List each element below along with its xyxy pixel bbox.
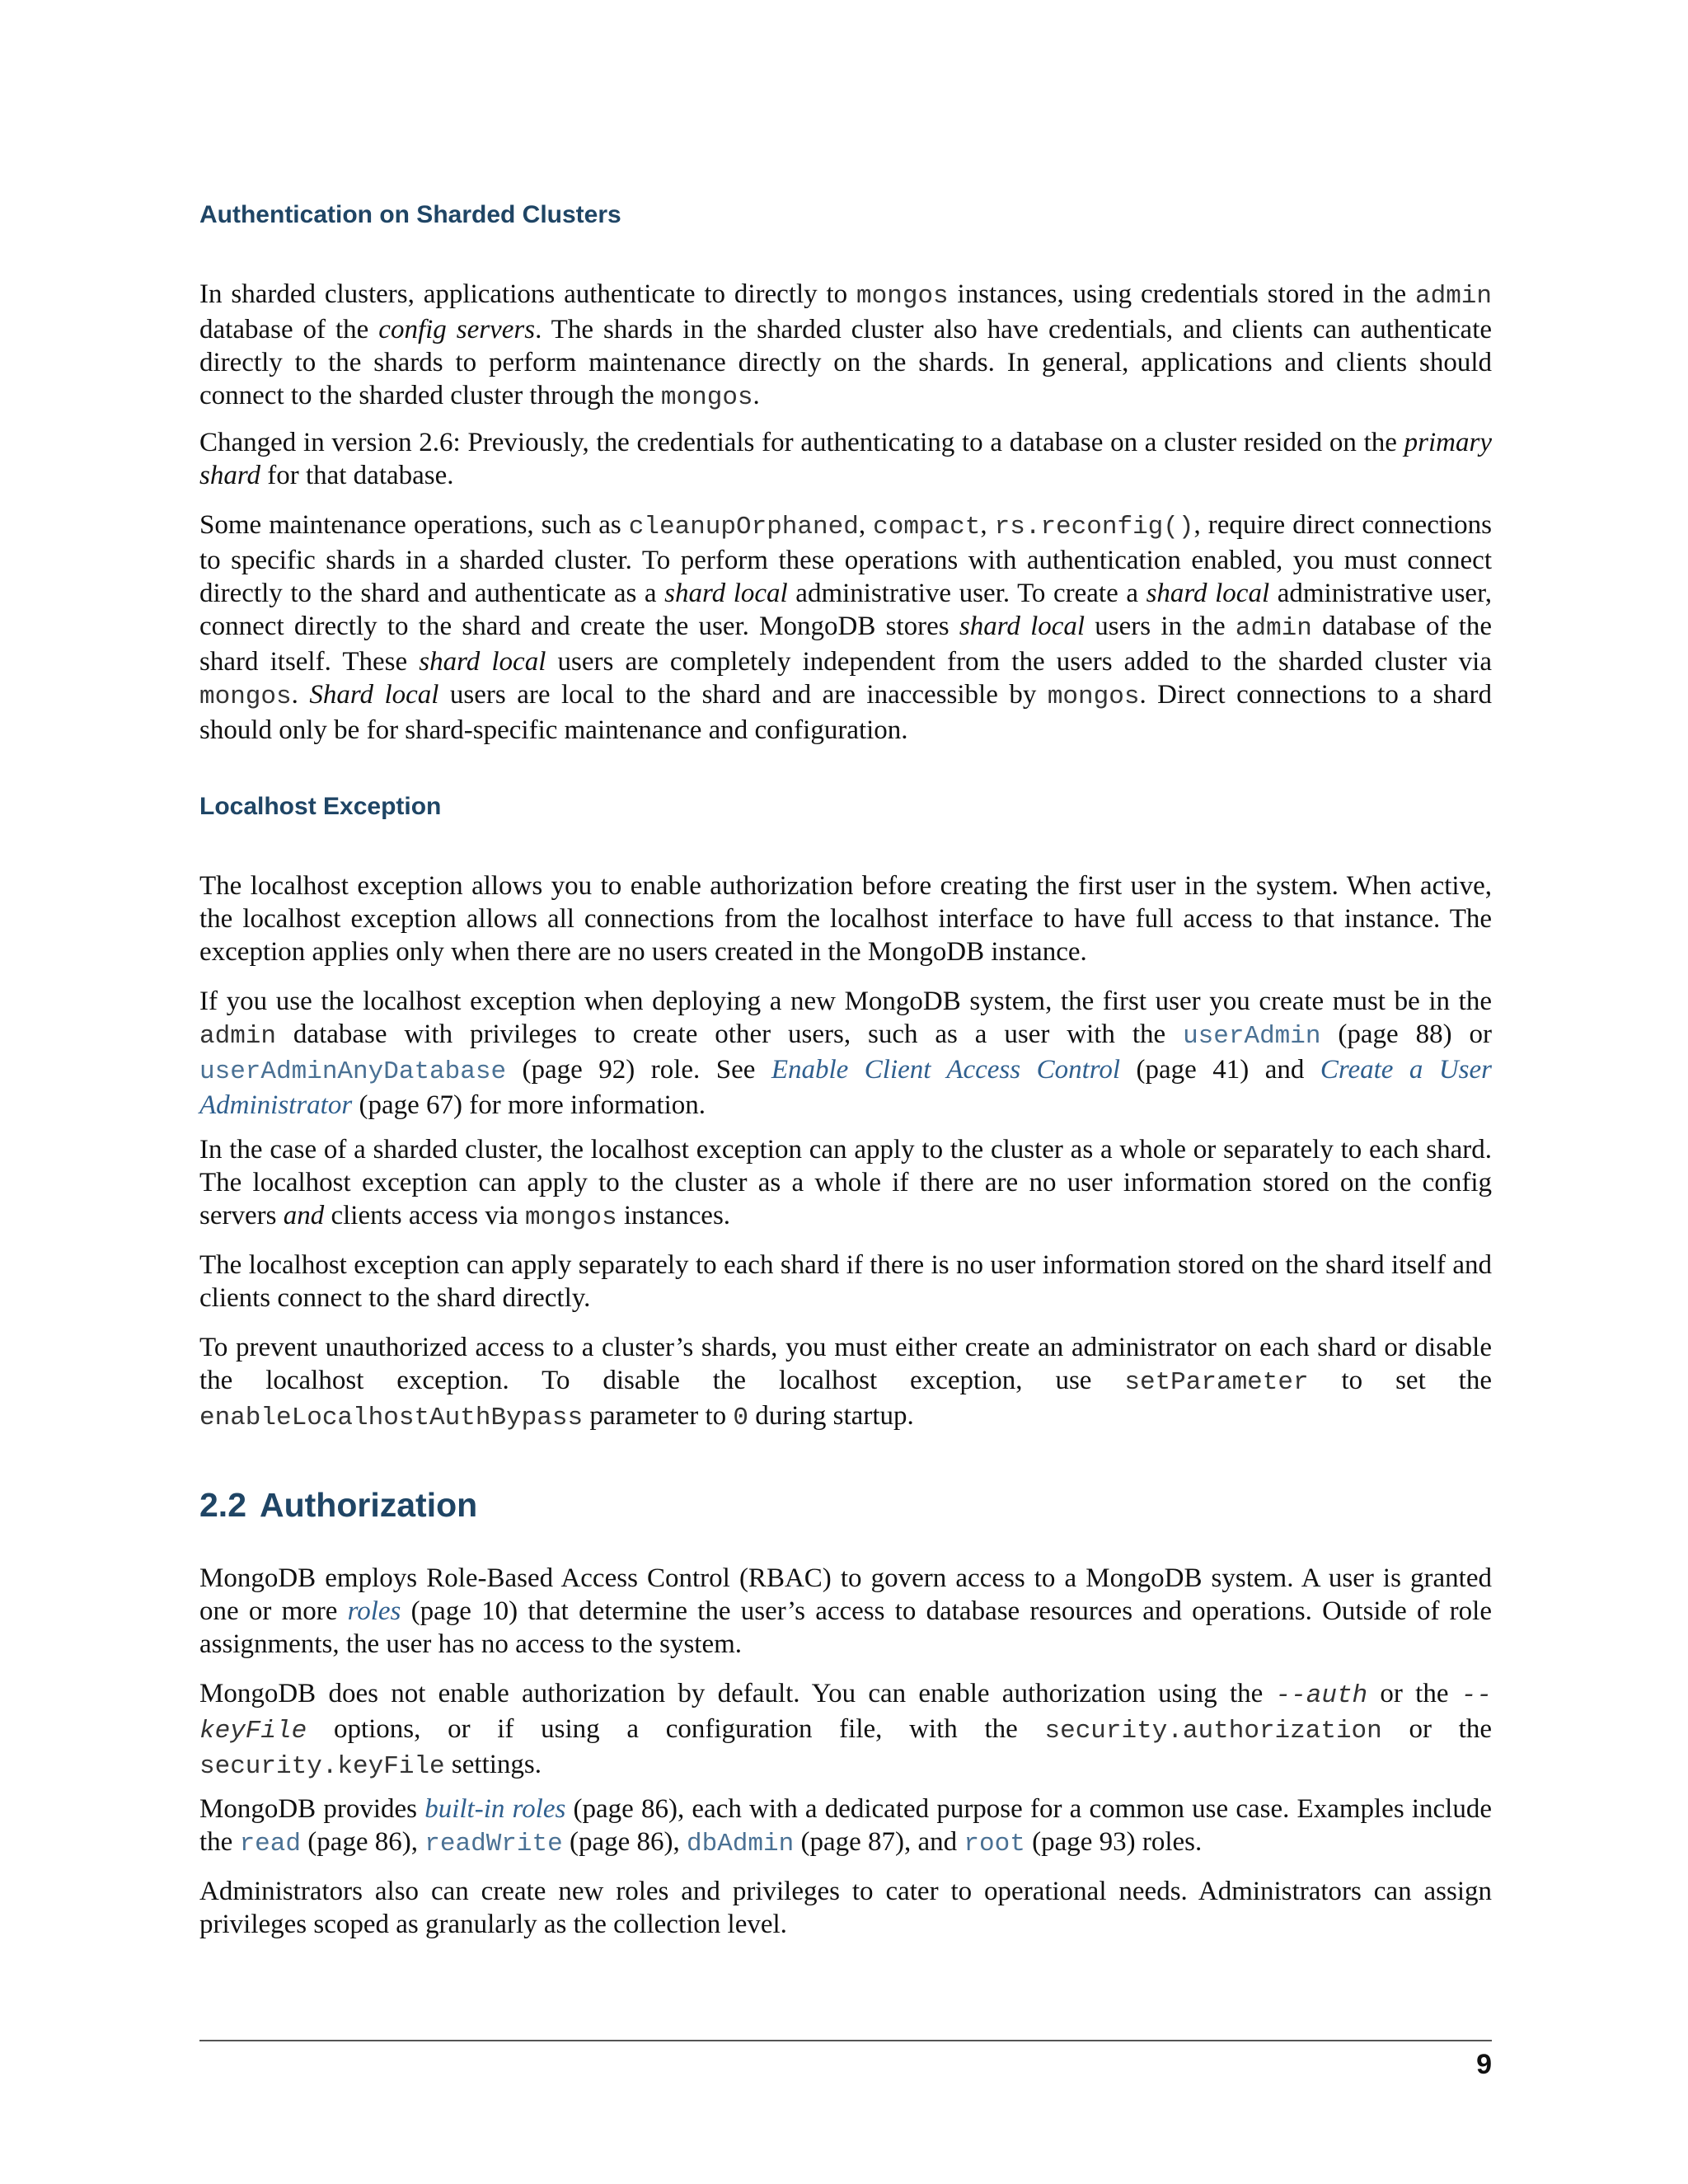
paragraph-sharded-2: Changed in version 2.6: Previously, the credentials for authenticating to a database on a cluster resided on the primary shard for that database. [199,428,1492,490]
paragraph-sharded-1: In sharded clusters, applications authenticate to directly to mongos instances, using credentials stored in the admin database of the config servers. The shards in the sharded cluster also have credentials, and clients can authenticate directly to the shards to perform maintenance directly on the shards. In general, applications and clients should connect to the sharded cluster through the mongos. [199,279,1493,412]
link-root[interactable]: root [964,1830,1025,1858]
section-title: Authorization [260,1486,478,1524]
emphasis: shard local [959,612,1085,641]
heading-localhost-exception: Localhost Exception [199,793,442,820]
inline-code: --keyFile [199,1681,1492,1746]
emphasis: shard local [664,579,788,608]
inline-code: mongos [524,1203,617,1232]
paragraph-localhost-2: If you use the localhost exception when deploying a new MongoDB system, the first user you create must be in the admin database with privileges to create other users, such as a user with the userAdmin (page 88) or userAdminAnyDatabase (page 92) role. See Enable Client Access Control (page 41) and Create a User Administrator (page 67) for more information. [199,987,1493,1120]
link-useradmin[interactable]: userAdmin [1183,1022,1321,1051]
paragraph-localhost-3: In the case of a sharded cluster, the localhost exception can apply to the cluster as a whole or separately to each shard. The localhost exception can apply to the cluster as a whole if there are no user information stored on the config servers and clients access via mongos instances. [199,1135,1492,1232]
footer-divider [199,2040,1492,2041]
inline-code: setParameter [1124,1368,1309,1397]
heading-authentication-sharded-clusters: Authentication on Sharded Clusters [199,201,621,228]
inline-code: admin [199,1022,277,1051]
inline-code: --auth [1275,1681,1368,1710]
inline-code: mongos [856,282,949,311]
paragraph-localhost-4: The localhost exception can apply separately to each shard if there is no user information stored on the shard itself and clients connect to the shard directly. [199,1250,1492,1313]
link-readwrite[interactable]: readWrite [424,1830,563,1858]
page-number: 9 [1476,2049,1492,2080]
inline-code: security.authorization [1044,1717,1382,1746]
link-create-user-administrator[interactable]: Create a User Administrator [199,1055,1493,1120]
inline-code: mongos [1047,682,1140,711]
link-read[interactable]: read [239,1830,301,1858]
emphasis: and [283,1201,325,1230]
inline-code: security.keyFile [199,1752,445,1781]
inline-code: 0 [733,1404,749,1432]
emphasis: primary shard [199,428,1492,490]
link-roles[interactable]: roles [347,1596,401,1626]
inline-code: cleanupOrphaned [628,513,859,541]
section-number: 2.2 [199,1486,246,1524]
inline-code: rs.reconfig() [994,513,1194,541]
inline-code: admin [1414,282,1492,311]
emphasis: Shard local [309,680,439,710]
paragraph-authorization-4: Administrators also can create new roles and privileges to cater to operational needs. Administrators can assign privileges scoped as granularly as the collection level. [199,1877,1492,1939]
emphasis: shard local [1146,579,1270,608]
inline-code: compact [873,513,981,541]
link-built-in-roles[interactable]: built-in roles [424,1794,566,1824]
inline-code: admin [1235,614,1312,643]
link-useradminanydatabase[interactable]: userAdminAnyDatabase [199,1057,507,1086]
paragraph-sharded-3: Some maintenance operations, such as cleanupOrphaned, compact, rs.reconfig(), require direct connections to specific shards in a sharded cluster. To perform these operations with authentication enabled, you must connect directly to the shard and authenticate as a shard local administrative user. To create a shard local administrative user, connect directly to the shard and create the user. MongoDB stores shard local users in the admin database of the shard itself. These shard local users are completely independent from the users added to the sharded cluster via mongos. Shard local users are local to the shard and are inaccessible by mongos. Direct connections to a shard should only be for shard-specific maintenance and configuration. [199,510,1493,745]
heading-authorization [199,1486,477,1525]
paragraph-localhost-5: To prevent unauthorized access to a cluster’s shards, you must either create an administrator on each shard or disable the localhost exception. To disable the localhost exception, use setParameter to set the enableLocalhostAuthBypass parameter to 0 during startup. [199,1333,1492,1432]
inline-code: enableLocalhostAuthBypass [199,1404,584,1432]
emphasis: config servers [378,315,536,344]
link-enable-client-access-control[interactable]: Enable Client Access Control [771,1055,1121,1085]
paragraph-authorization-1: MongoDB employs Role-Based Access Control (RBAC) to govern access to a MongoDB system. A user is granted one or more roles (page 10) that determine the user’s access to database resources and operations. Outside of role assignments, the user has no access to the system. [199,1563,1492,1659]
paragraph-authorization-3: MongoDB provides built-in roles (page 86), each with a dedicated purpose for a common use case. Examples include the read (page 86), readWrite (page 86), dbAdmin (page 87), and root (page 93) roles. [199,1794,1492,1858]
document-page [199,0,1492,2184]
paragraph-localhost-1: The localhost exception allows you to enable authorization before creating the first user in the system. When active, the localhost exception allows all connections from the localhost interface to have full access to that instance. The exception applies only when there are no users created in the MongoDB instance. [199,871,1492,967]
paragraph-authorization-2: MongoDB does not enable authorization by default. You can enable authorization using the --auth or the --keyFile options, or if using a configuration file, with the security.authorization or the security.keyFile settings. [199,1679,1492,1781]
inline-code: mongos [660,383,753,412]
inline-code: mongos [199,682,292,711]
emphasis: shard local [419,647,546,677]
link-dbadmin[interactable]: dbAdmin [687,1830,795,1858]
